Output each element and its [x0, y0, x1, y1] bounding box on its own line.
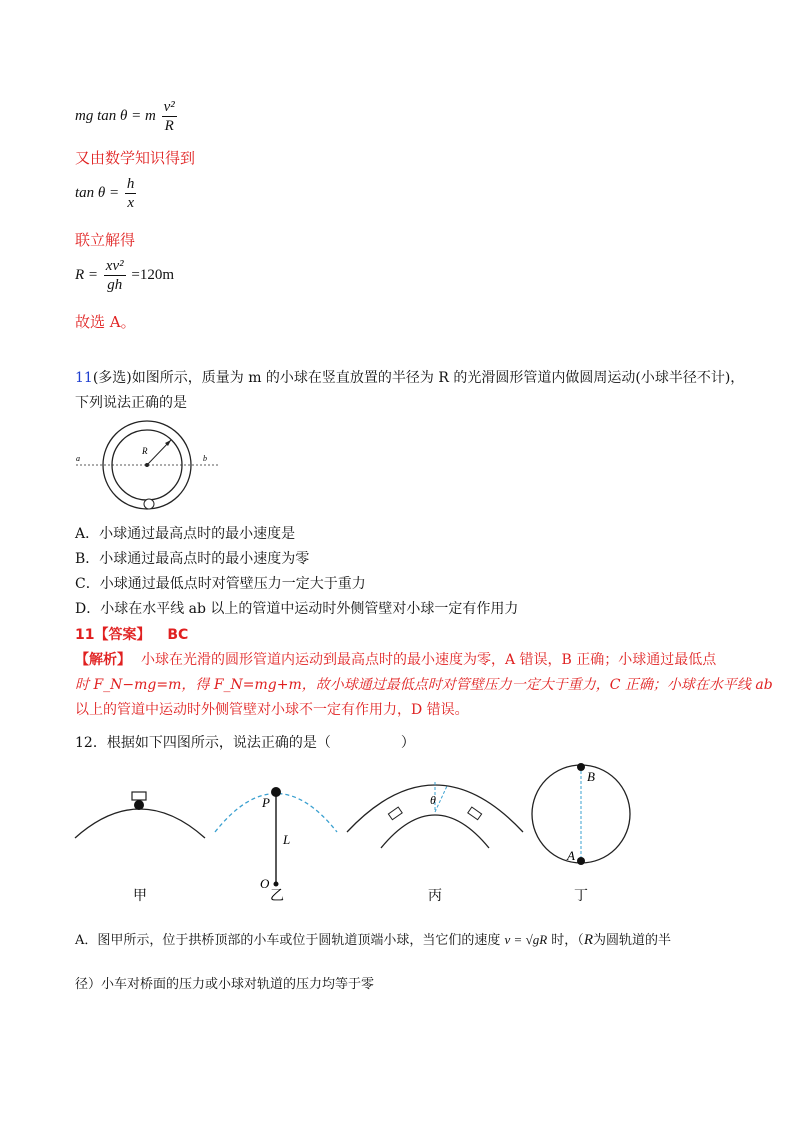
equation-2-lhs: tan θ =: [75, 184, 120, 201]
q12-option-a-text2: 时，（: [551, 933, 584, 948]
q11-analysis-text1: 小球在光滑的圆形管道内运动到最高点时的最小速度为零，A 错误，B 正确；小球通过最低点: [141, 652, 717, 668]
q12-option-a-line2: 径）小车对桥面的压力或小球对轨道的压力均等于零: [75, 977, 375, 992]
equation-2-numerator: h: [126, 176, 135, 192]
center-dot: [145, 463, 149, 467]
equation-2-fraction: [125, 175, 137, 212]
q11-number: 11: [75, 370, 93, 386]
q11-stem-line1: [75, 368, 744, 388]
equation-1-fraction: [162, 98, 177, 135]
fig-yi-ball: [271, 787, 281, 797]
text-solve: 联立解得: [75, 231, 136, 249]
fig-yi-L: L: [283, 832, 291, 847]
fig-yi-O: O: [260, 876, 270, 891]
fig-bing-theta: θ: [430, 793, 436, 807]
text-math-knowledge: 又由数学知识得到: [75, 149, 196, 167]
q11-option-a: A．小球通过最高点时的最小速度是: [75, 526, 296, 542]
equation-2-denominator: x: [127, 195, 134, 211]
equation-3-rhs: =120m: [131, 266, 174, 283]
equation-1-numerator: v²: [163, 99, 175, 115]
fig-bing-inner-track: [381, 815, 489, 848]
fig-ding-label: 丁: [574, 888, 588, 904]
fig-jia-label: 甲: [133, 888, 147, 904]
q11-text1: (多选)如图所示，质量为 m 的小球在竖直放置的半径为 R 的光滑圆形管道内做圆周运动(小球半径不计)，: [92, 370, 745, 386]
q12-figures: [65, 760, 665, 908]
q12-stem: 12．根据如下四图所示，说法正确的是（ ）: [75, 735, 415, 751]
q12-option-a-v: v = √gR: [504, 932, 548, 947]
q12-option-a-R: R: [583, 932, 593, 948]
equation-3-numerator: xv²: [105, 258, 124, 274]
fig-bing-car-left: [388, 807, 402, 820]
q11-option-c: C．小球通过最低点时对管壁压力一定大于重力: [75, 576, 366, 592]
q12-option-a-text3: 为圆轨道的半: [592, 933, 671, 948]
equation-2: [75, 175, 138, 212]
fig-yi-label: 乙: [270, 888, 284, 904]
q12-option-a-text1: A．图甲所示，位于拱桥顶部的小车或位于圆轨道顶端小球，当它们的速度: [75, 933, 501, 948]
q11-answer-value: BC: [167, 627, 189, 643]
q11-option-d: D．小球在水平线 ab 以上的管道中运动时外侧管壁对小球一定有作用力: [75, 601, 519, 617]
fig-jia-car: [132, 792, 146, 800]
q11-option-b: B．小球通过最高点时的最小速度为零: [75, 551, 310, 567]
equation-1-denominator: R: [164, 118, 174, 134]
q11-stem-line2: 下列说法正确的是: [75, 395, 187, 411]
small-ball: [144, 499, 154, 509]
label-b: b: [203, 454, 207, 463]
fig-ding-ball-top: [577, 763, 585, 771]
fig-bing-car-right: [468, 807, 482, 820]
equation-1: [75, 98, 179, 135]
fig-bing-incline: [435, 786, 447, 812]
fig-yi-P: P: [262, 795, 270, 810]
q11-answer-line: [75, 625, 188, 645]
q11-analysis-line3: 以上的管道中运动时外侧管壁对小球不一定有作用力，D 错误。: [75, 702, 469, 718]
fig-ding-B: B: [587, 769, 595, 784]
fig-jia-ball: [134, 800, 144, 810]
fig-bing-label: 丙: [428, 888, 442, 904]
label-a: a: [76, 454, 80, 463]
fig-ding-ball-bottom: [577, 857, 585, 865]
fig-yi-pivot: [274, 882, 279, 887]
equation-3-lhs: R =: [75, 266, 99, 283]
q12-option-a-line1: [75, 930, 671, 951]
q11-answer-label: 11【答案】: [75, 627, 151, 643]
q11-analysis-line2: 时 F_N−mg=m，得 F_N=mg+m，故小球通过最低点时对管壁压力一定大于重力，C 正确；小球在水平线 ab: [75, 677, 773, 693]
label-R: R: [142, 446, 148, 456]
equation-1-lhs: mg tan θ = m: [75, 107, 156, 124]
equation-3-denominator: gh: [107, 277, 123, 293]
fig-jia-arch: [75, 809, 205, 838]
text-choice: 故选 A。: [75, 313, 136, 331]
q11-figure-ring: [72, 418, 222, 518]
equation-3: [75, 257, 174, 294]
q11-analysis-line1: [75, 650, 716, 670]
q11-analysis-label: 【解析】: [75, 652, 131, 668]
equation-3-fraction: [104, 257, 126, 294]
fig-ding-A: A: [567, 848, 575, 863]
